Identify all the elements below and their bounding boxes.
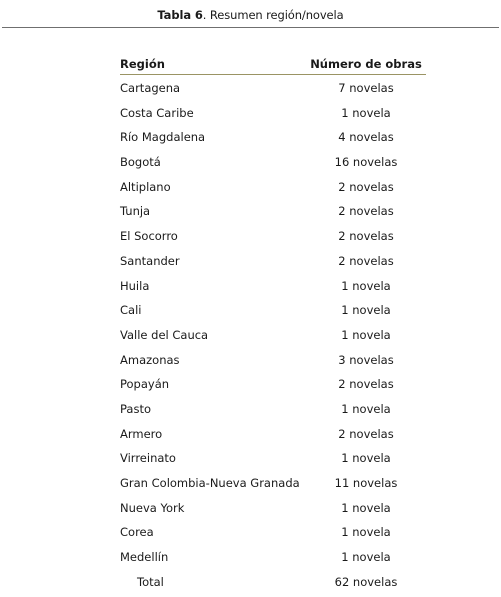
count-cell: 1 novela xyxy=(341,327,391,342)
table-row xyxy=(120,350,426,375)
table-row xyxy=(120,78,426,103)
count-cell: 2 novelas xyxy=(338,253,394,268)
count-cell: 3 novelas xyxy=(338,352,394,367)
table-caption-text: . Resumen región/novela xyxy=(202,8,344,22)
total-label: Total xyxy=(137,574,164,589)
table-row xyxy=(120,325,426,350)
region-cell: El Socorro xyxy=(120,229,178,244)
header-rule xyxy=(120,74,426,75)
table-row xyxy=(120,103,426,128)
region-cell: Pasto xyxy=(120,401,152,416)
count-cell: 1 novela xyxy=(341,500,391,515)
table-row xyxy=(120,498,426,523)
table-row xyxy=(120,201,426,226)
count-cell: 11 novelas xyxy=(334,476,398,490)
table-row xyxy=(120,473,426,498)
region-cell: Medellín xyxy=(120,550,169,565)
region-cell: Costa Caribe xyxy=(120,105,194,120)
region-cell: Amazonas xyxy=(120,352,180,367)
table-header-row xyxy=(120,54,426,74)
region-cell: Cali xyxy=(120,303,142,318)
table-caption-label: Tabla 6 xyxy=(157,8,203,22)
table-row xyxy=(120,177,426,202)
region-cell: Nueva York xyxy=(120,500,185,515)
count-cell: 2 novelas xyxy=(338,426,394,441)
count-cell: 16 novelas xyxy=(334,155,398,170)
table-row xyxy=(120,399,426,424)
count-cell: 7 novelas xyxy=(338,81,394,95)
count-cell: 1 novela xyxy=(341,303,391,318)
count-cell: 2 novelas xyxy=(338,229,394,244)
table-row xyxy=(120,547,426,572)
count-cell: 2 novelas xyxy=(338,204,394,219)
region-cell: Santander xyxy=(120,253,180,268)
table-row xyxy=(120,300,426,325)
table-row xyxy=(120,424,426,449)
region-cell: Popayán xyxy=(120,377,170,392)
count-cell: 1 novela xyxy=(341,105,391,120)
region-cell: Río Magdalena xyxy=(120,130,206,145)
count-cell: 1 novela xyxy=(341,451,391,466)
table-row xyxy=(120,276,426,301)
top-rule xyxy=(2,27,499,28)
region-cell: Armero xyxy=(120,426,163,441)
table-row xyxy=(120,522,426,547)
region-cell: Gran Colombia-Nueva Granada xyxy=(120,476,300,490)
region-cell: Altiplano xyxy=(120,179,171,194)
count-cell: 1 novela xyxy=(341,525,391,540)
count-cell: 1 novela xyxy=(341,278,391,293)
region-cell: Virreinato xyxy=(120,451,176,466)
table-row xyxy=(120,127,426,152)
total-count: 62 novelas xyxy=(334,574,398,589)
table-row xyxy=(120,226,426,251)
region-cell: Corea xyxy=(120,525,154,540)
table-row xyxy=(120,251,426,276)
count-cell: 2 novelas xyxy=(338,179,394,194)
region-cell: Tunja xyxy=(120,204,151,219)
region-cell: Bogotá xyxy=(120,155,161,170)
region-cell: Cartagena xyxy=(120,81,181,95)
table-row xyxy=(120,152,426,177)
region-cell: Huila xyxy=(120,278,150,293)
count-cell: 1 novela xyxy=(341,401,391,416)
table-row xyxy=(120,448,426,473)
region-cell: Valle del Cauca xyxy=(120,327,209,342)
table-row xyxy=(120,374,426,399)
region-novel-table xyxy=(120,54,426,596)
count-cell: 1 novela xyxy=(341,550,391,565)
count-cell: 4 novelas xyxy=(338,130,394,145)
header-count: Número de obras xyxy=(310,57,422,71)
table-total-row xyxy=(120,572,426,597)
count-cell: 2 novelas xyxy=(338,377,394,392)
table-caption xyxy=(0,8,501,22)
header-region: Región xyxy=(120,57,165,71)
